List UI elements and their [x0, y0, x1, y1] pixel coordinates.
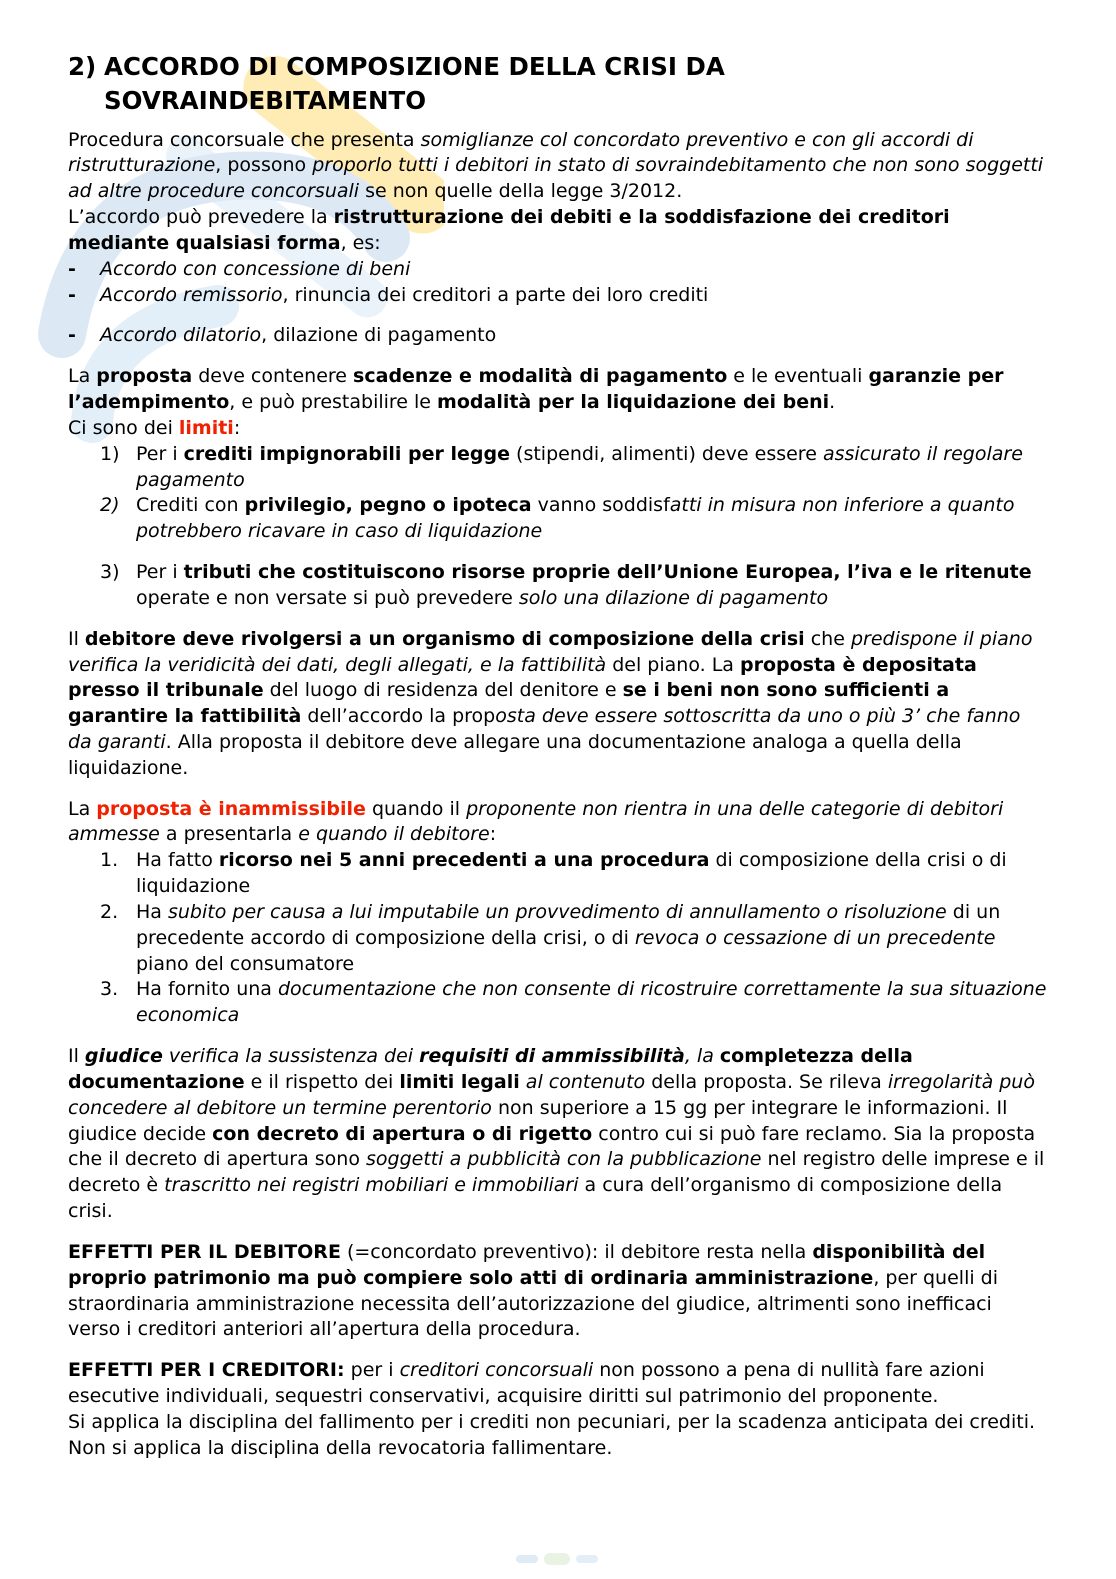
paragraph [68, 1240, 1050, 1343]
text-segment: al contenuto [519, 1070, 646, 1093]
text-segment: per i [344, 1359, 400, 1382]
text-segment: Il [68, 1045, 85, 1068]
text-segment: , dilazione di pagamento [261, 324, 497, 347]
text-segment: del piano. La [606, 653, 740, 676]
text-segment: proposta è inammissibile [96, 797, 366, 820]
text-segment: vanno soddisf [531, 494, 670, 517]
text-segment: documentazione che non consente di ricostruire correttamente la sua situazione economica [136, 978, 1047, 1027]
text-segment: se non quelle della legge 3/2012. [359, 180, 683, 203]
text-segment: della proposta. Se rileva [645, 1070, 888, 1093]
text-segment: non possono a pena di nullità fare azioni esecutive individuali, sequestri conservativi, acquisire diritti sul patrimonio del proponente. [68, 1359, 985, 1408]
text-segment: non superiore a 15 gg per integrare le informazioni. Il giudice decide [68, 1096, 1008, 1145]
list-marker: 1) [100, 442, 120, 465]
paragraph [68, 1044, 1050, 1225]
text-segment: debitore deve rivolgersi a un organismo di composizione della crisi [84, 627, 805, 650]
text-segment: di un precedente accordo di composizione della crisi, o di [136, 900, 1001, 949]
text-segment: Crediti con [136, 494, 245, 517]
text-segment: solo una dilazione di pagamento [518, 586, 829, 609]
text-segment: revoca o cessazione di un precedente [634, 926, 996, 949]
text-segment: La [68, 797, 97, 820]
text-segment: assicurato il regolare pagamento [136, 442, 1023, 491]
text-segment: somiglianze col concordato preventivo e con gli accordi di ristrutturazione [68, 128, 974, 177]
list-item [68, 323, 1050, 349]
text-segment: proporlo tutti i debitori in stato di sovraindebitamento che non sono soggetti ad altre procedure concorsuali [68, 154, 1044, 203]
list-item-text [100, 323, 1050, 349]
list-item-text [136, 560, 1050, 612]
text-segment: , per quelli di straordinaria amministrazione necessita dell’autorizzazione del giudice, altrimenti sono inefficaci verso i creditori anteriori all’apertura della procedura. [68, 1266, 998, 1341]
list-item [100, 848, 1050, 900]
text-segment: proposta è depositata presso il tribunale [68, 653, 977, 702]
text-segment: e le eventuali [727, 365, 869, 388]
text-segment: limiti [178, 416, 234, 439]
text-segment: nel registro delle imprese e il decreto è [68, 1148, 1045, 1197]
list-item-text [136, 493, 1050, 545]
list-item-text [100, 257, 1050, 283]
text-segment: . Alla proposta il debitore deve allegare una documentazione analoga a quella della liquidazione. [68, 730, 962, 779]
text-segment: con decreto di apertura o di rigetto [212, 1122, 593, 1145]
list-item [100, 493, 1050, 545]
list-marker: - [68, 324, 76, 347]
list-item [68, 283, 1050, 309]
text-segment: Per i [136, 442, 184, 465]
text-segment: di composizione della crisi o di liquidazione [136, 849, 1007, 898]
paragraph [68, 627, 1050, 782]
text-segment: creditori concorsuali [399, 1359, 594, 1382]
text-segment: , es: [340, 231, 381, 254]
text-segment: verifica la sussistenza dei [162, 1045, 420, 1068]
text-segment: privilegio, pegno o ipoteca [244, 494, 532, 517]
text-segment: crediti impignorabili per legge [183, 442, 510, 465]
text-segment: EFFETTI PER I CREDITORI: [68, 1359, 345, 1382]
text-segment: La [68, 365, 97, 388]
list-marker: 3) [100, 561, 120, 584]
text-segment: del luogo di residenza del denitore e [263, 679, 623, 702]
list-marker: 2. [100, 900, 119, 923]
text-segment: Ha [136, 900, 168, 923]
paragraph [68, 364, 1050, 416]
text-segment: Il [68, 627, 85, 650]
text-segment: limiti legali [399, 1070, 520, 1093]
text-segment: , rinuncia dei creditori a parte dei loro crediti [282, 283, 709, 306]
text-segment: Ha fatto [136, 849, 219, 872]
paragraph [68, 128, 1050, 205]
text-segment: proposta [96, 365, 193, 388]
text-segment: Accordo remissorio [100, 283, 283, 306]
text-segment: , e può prestabilire le [229, 391, 438, 414]
paragraph [68, 205, 1050, 257]
text-segment: Per i [136, 561, 184, 584]
text-segment: ristrutturazione dei debiti e la soddisfazione dei creditori mediante qualsiasi forma [68, 206, 950, 254]
list-item-text [100, 283, 1050, 309]
list-item-text [136, 442, 1050, 494]
list-item [100, 977, 1050, 1029]
text-segment: osta deve essere sottoscritta da uno o più 3’ che fanno da garanti [68, 705, 1021, 753]
text-segment: quando il [365, 797, 467, 820]
text-segment: completezza della documentazione [68, 1045, 913, 1093]
text-segment: che [804, 627, 851, 650]
text-segment: a cura dell’organismo di composizione della crisi. [68, 1174, 1003, 1223]
text-segment: ricorso nei 5 anni precedenti a una procedura [218, 849, 710, 872]
footer-watermark [514, 1549, 602, 1573]
text-segment: e quando il debitore [298, 823, 490, 846]
list-marker: 2) [100, 494, 120, 517]
text-segment: operate e non versate si può prevedere [136, 586, 519, 609]
text-segment: dell’accordo la prop [301, 705, 496, 728]
list-item [100, 442, 1050, 494]
paragraph [68, 1358, 1050, 1410]
heading-text: ACCORDO DI COMPOSIZIONE DELLA CRISI DA SOVRAINDEBITAMENTO [104, 52, 725, 115]
text-segment: garanzie per l’adempimento [68, 365, 1004, 414]
text-segment: (stipendi, alimenti) deve essere [510, 442, 823, 465]
text-segment: soggetti a pubblicità con la pubblicazione [366, 1148, 762, 1171]
text-segment: EFFETTI PER IL DEBITORE [68, 1240, 341, 1263]
text-segment: modalità per la liquidazione dei beni [437, 391, 830, 414]
text-segment: scadenze e modalità di pagamento [353, 365, 728, 388]
list-marker: 3. [100, 978, 119, 1001]
footer-watermark-graphic [514, 1549, 602, 1569]
text-segment: , possono [215, 154, 313, 177]
text-segment: (=concordato preventivo): il debitore resta nella [340, 1240, 813, 1263]
text-segment: atti in misura non inferiore a quanto potrebbero ricavare in caso di liquidazione [136, 494, 1015, 543]
text-segment: disponibilità del proprio patrimonio ma può compiere solo atti di ordinaria amministrazione [68, 1240, 986, 1289]
text-segment: : [233, 416, 241, 439]
text-segment: , la [684, 1045, 720, 1068]
text-segment: deve contenere [192, 365, 354, 388]
text-segment: irregolarità può concedere al debitore un termine perentorio [68, 1070, 1035, 1119]
text-segment: giudice [84, 1045, 163, 1068]
text-segment: piano del consumatore [136, 952, 355, 975]
paragraph [68, 416, 1050, 442]
text-segment: Si applica la disciplina del fallimento per i crediti non pecuniari, per la scadenza anticipata dei crediti. Non si applica la disciplina della revocatoria fallimentare. [68, 1410, 1036, 1459]
list-item-text [136, 848, 1050, 900]
list-marker: 1. [100, 849, 119, 872]
text-segment: subito per causa a lui imputabile un provvedimento di annullamento o risoluzione [167, 900, 947, 923]
section-heading [68, 50, 1050, 118]
list-marker: - [68, 257, 76, 280]
text-segment: : [489, 823, 497, 846]
text-segment: Accordo dilatorio [100, 324, 262, 347]
list-item [100, 560, 1050, 612]
list-item-text [136, 900, 1050, 977]
text-segment: proponente non rientra in una delle categorie di debitori ammesse [68, 797, 1004, 846]
text-segment: Ha fornito una [136, 978, 278, 1001]
paragraph [68, 797, 1050, 849]
text-segment: Procedura concorsuale che presenta [68, 128, 421, 151]
text-segment: Ci sono dei [68, 416, 179, 439]
text-segment: a presentarla [159, 823, 299, 846]
heading-number: 2) [68, 52, 97, 81]
list-marker: - [68, 283, 76, 306]
text-segment: contro cui si può fare reclamo. Sia la proposta che il decreto di apertura sono [68, 1122, 1036, 1171]
paragraph [68, 1410, 1050, 1462]
text-segment: tributi che costituiscono risorse proprie dell’Unione Europea, l’iva e le ritenute [183, 561, 1032, 584]
text-segment: se i beni non sono sufficienti a garantire la fattibilità [68, 679, 950, 728]
text-segment: requisiti di ammissibilità [419, 1045, 685, 1068]
text-segment: . [829, 391, 836, 414]
text-segment: L’accordo può prevedere la [68, 206, 334, 229]
list-item-text [136, 977, 1050, 1029]
text-segment: Accordo con concessione di beni [100, 257, 411, 280]
list-item [100, 900, 1050, 977]
text-segment: predispone il piano verifica la veridicità dei dati, degli allegati, e la fattibilità [68, 627, 1033, 676]
text-segment: e il rispetto dei [244, 1070, 400, 1093]
text-segment: trascritto nei registri mobiliari e immobiliari [164, 1174, 579, 1197]
list-item [68, 257, 1050, 283]
